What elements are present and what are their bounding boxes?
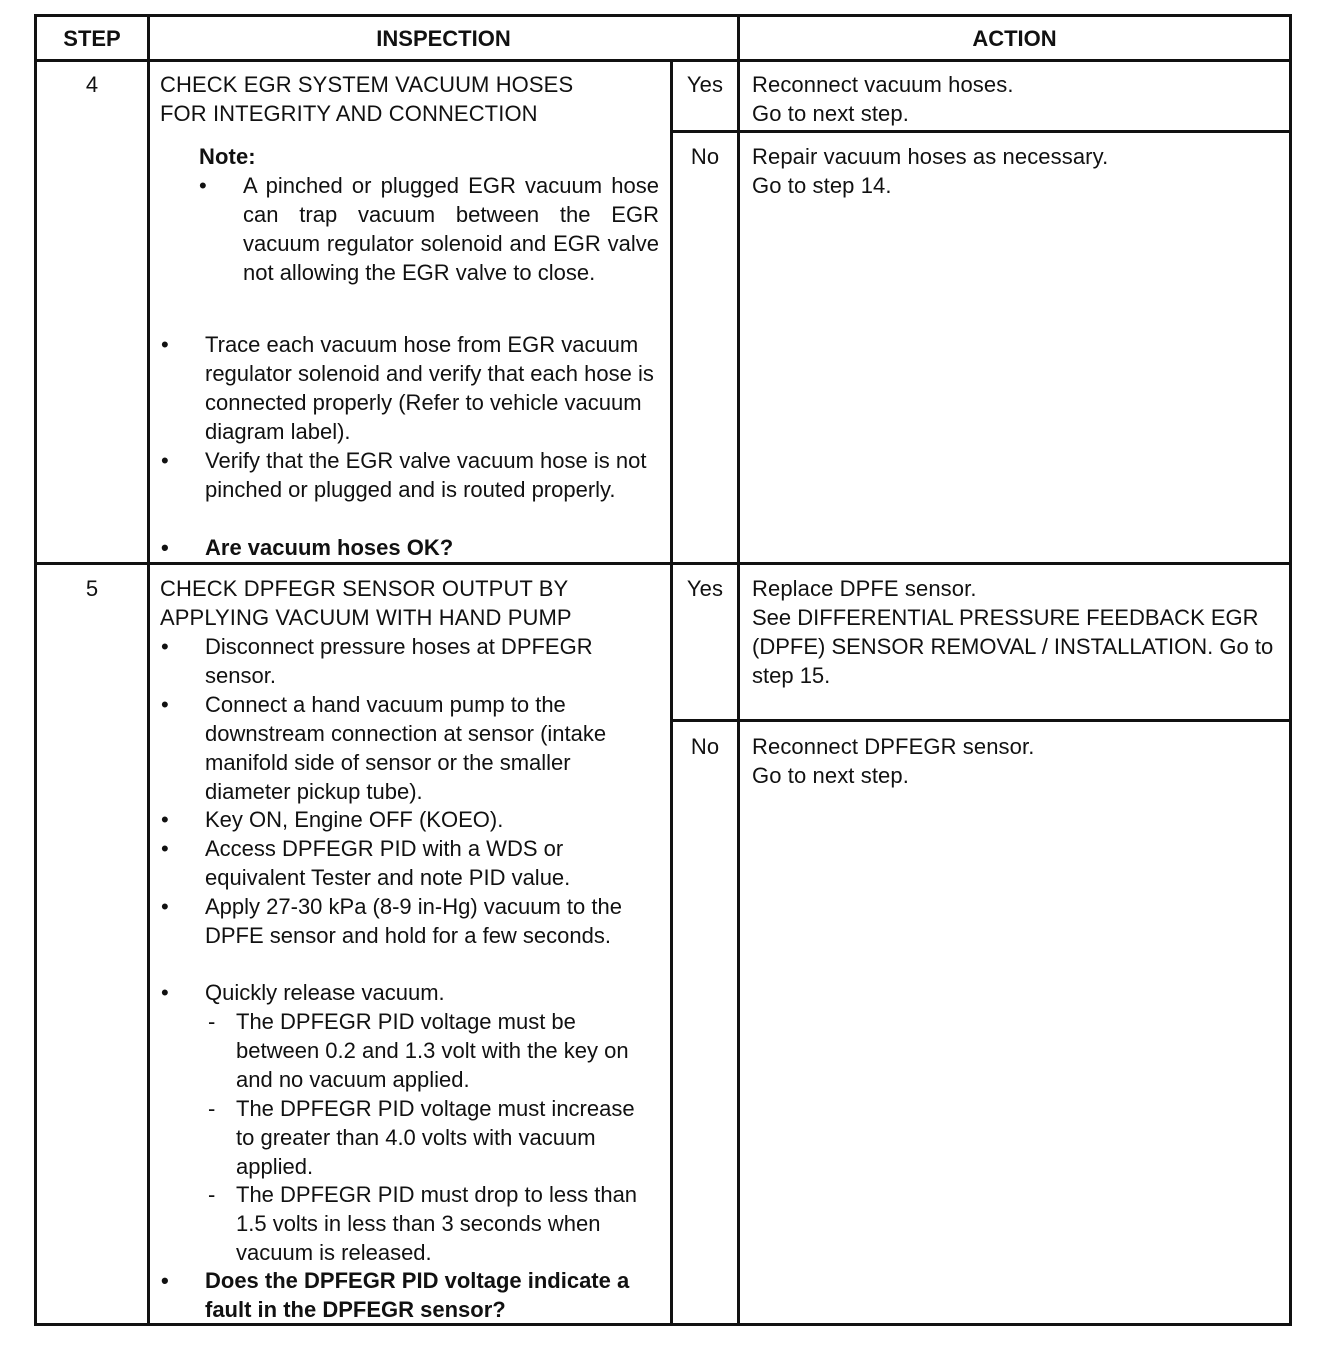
- inspection-bullet: • Key ON, Engine OFF (KOEO).: [205, 805, 659, 834]
- inspection-bullet: • Trace each vacuum hose from EGR vacuum regulator solenoid and verify that each hose is connected properly (Refer to vehicle vacuum diagram label).: [205, 330, 659, 446]
- header-step: STEP: [63, 26, 121, 51]
- diagnostic-table: [34, 14, 1292, 1326]
- row5-yes-no-rule: [670, 719, 1289, 722]
- no-action: Reconnect DPFEGR sensor.: [752, 734, 1035, 759]
- inspection-title: CHECK DPFEGR SENSOR OUTPUT BY: [160, 576, 569, 601]
- step-number: 4: [85, 72, 99, 97]
- inspection-title: FOR INTEGRITY AND CONNECTION: [160, 101, 538, 126]
- inspection-sub-item: - The DPFEGR PID must drop to less than 1.5 volts in less than 3 seconds when vacuum is released.: [236, 1180, 656, 1267]
- no-action: Repair vacuum hoses as necessary.: [752, 144, 1109, 169]
- inspection-question: • Are vacuum hoses OK?: [205, 533, 659, 562]
- inspection-sub-item: - The DPFEGR PID voltage must be between 0.2 and 1.3 volt with the key on and no vacuum applied.: [236, 1007, 656, 1094]
- note-label: Note:: [199, 144, 256, 169]
- col-divider-yesno: [670, 61, 673, 1323]
- no-label: No: [690, 144, 720, 169]
- yes-action: See DIFFERENTIAL PRESSURE FEEDBACK EGR (DPFE) SENSOR REMOVAL / INSTALLATION. Go to step 15.: [752, 605, 1274, 688]
- row4-yes-no-rule: [670, 130, 1289, 133]
- header-action: ACTION: [972, 26, 1057, 51]
- inspection-bullet: • Access DPFEGR PID with a WDS or equivalent Tester and note PID value.: [205, 834, 659, 892]
- inspection-title: CHECK EGR SYSTEM VACUUM HOSES: [160, 72, 574, 97]
- no-label: No: [690, 734, 720, 759]
- yes-label: Yes: [686, 72, 724, 97]
- yes-label: Yes: [686, 576, 724, 601]
- no-action: Go to step 14.: [752, 173, 892, 198]
- no-action: Go to next step.: [752, 763, 909, 788]
- inspection-bullet: • Verify that the EGR valve vacuum hose is not pinched or plugged and is routed properly.: [205, 446, 659, 504]
- header-inspection: INSPECTION: [376, 26, 511, 51]
- inspection-bullet: • Quickly release vacuum.: [205, 978, 659, 1007]
- inspection-question: • Does the DPFEGR PID voltage indicate a fault in the DPFEGR sensor?: [205, 1266, 663, 1324]
- inspection-title: APPLYING VACUUM WITH HAND PUMP: [160, 605, 572, 630]
- step-number: 5: [85, 576, 99, 601]
- col-divider-step: [147, 17, 150, 1323]
- yes-action: Reconnect vacuum hoses.: [752, 72, 1014, 97]
- row-divider: [37, 562, 1289, 565]
- inspection-bullet: • Disconnect pressure hoses at DPFEGR sensor.: [205, 632, 659, 690]
- yes-action: Go to next step.: [752, 101, 909, 126]
- inspection-sub-item: - The DPFEGR PID voltage must increase to greater than 4.0 volts with vacuum applied.: [236, 1094, 656, 1181]
- inspection-bullet: • Apply 27-30 kPa (8-9 in-Hg) vacuum to the DPFE sensor and hold for a few seconds.: [205, 892, 645, 950]
- yes-action: Replace DPFE sensor.: [752, 576, 977, 601]
- note-text: • A pinched or plugged EGR vacuum hose can trap vacuum between the EGR vacuum regulator solenoid and EGR valve not allowing the EGR valve to close.: [243, 171, 659, 287]
- inspection-bullet: • Connect a hand vacuum pump to the downstream connection at sensor (intake manifold side of sensor or the smaller diameter pickup tube).: [205, 690, 659, 806]
- col-divider-action: [737, 17, 740, 1323]
